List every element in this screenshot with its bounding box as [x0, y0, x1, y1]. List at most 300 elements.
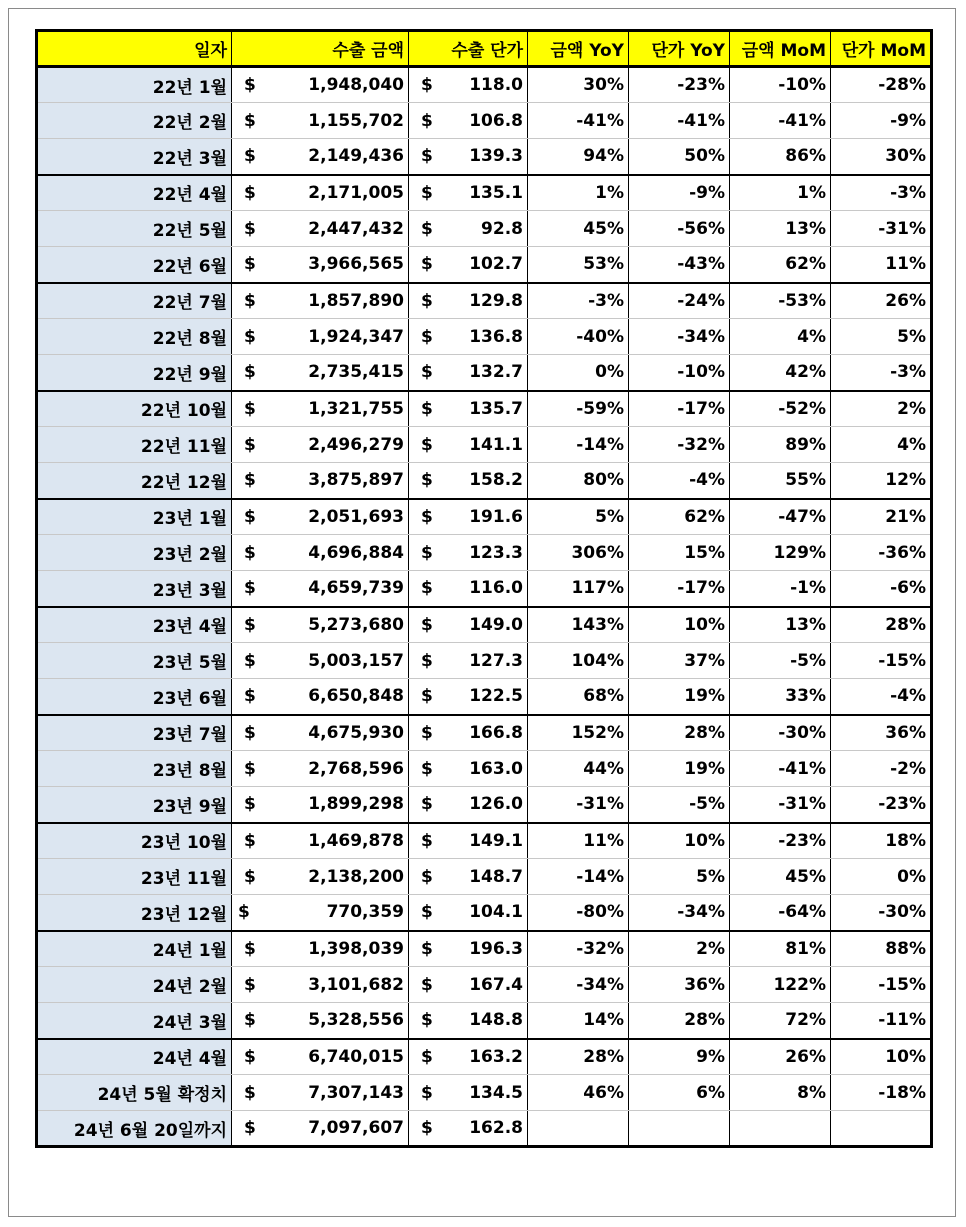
price-yoy-cell: -23% [629, 67, 730, 103]
price-mom-cell: 0% [831, 859, 932, 895]
price-value: 136.8 [469, 326, 523, 347]
date-cell: 22년 10월 [37, 391, 232, 427]
price-value: 132.7 [469, 362, 523, 383]
table-row [37, 67, 932, 103]
amount-cell [232, 67, 409, 103]
amount-cell [232, 355, 409, 391]
amount-yoy-cell: 152% [528, 715, 629, 751]
currency-symbol: $ [421, 974, 433, 995]
amount-yoy-cell: 53% [528, 247, 629, 283]
currency-symbol: $ [244, 1118, 256, 1138]
currency-symbol: $ [244, 974, 256, 995]
amount-cell [232, 967, 409, 1003]
currency-symbol: $ [421, 902, 433, 923]
amount-mom-cell: -5% [730, 643, 831, 679]
price-value: 166.8 [469, 722, 523, 743]
currency-symbol: $ [244, 650, 256, 671]
table-row [37, 931, 932, 967]
price-value: 149.1 [469, 830, 523, 851]
currency-symbol: $ [421, 542, 433, 563]
price-yoy-cell: -43% [629, 247, 730, 283]
date-cell: 23년 4월 [37, 607, 232, 643]
price-cell [409, 751, 528, 787]
currency-symbol: $ [421, 1082, 433, 1103]
amount-cell [232, 823, 409, 859]
amount-yoy-cell: 94% [528, 139, 629, 175]
amount-mom-cell [730, 1111, 831, 1147]
date-cell: 23년 12월 [37, 895, 232, 931]
currency-symbol: $ [421, 650, 433, 671]
amount-yoy-cell: -59% [528, 391, 629, 427]
price-yoy-cell: -17% [629, 571, 730, 607]
amount-mom-cell: 8% [730, 1075, 831, 1111]
price-yoy-cell: 19% [629, 679, 730, 715]
currency-symbol: $ [244, 866, 256, 887]
price-yoy-cell: -24% [629, 283, 730, 319]
currency-symbol: $ [244, 794, 256, 815]
date-cell: 24년 2월 [37, 967, 232, 1003]
price-mom-cell: -3% [831, 175, 932, 211]
amount-cell [232, 535, 409, 571]
price-mom-cell: -36% [831, 535, 932, 571]
amount-value: 4,696,884 [308, 542, 404, 563]
price-cell [409, 967, 528, 1003]
date-cell: 24년 1월 [37, 931, 232, 967]
header-row [37, 31, 932, 67]
amount-cell [232, 319, 409, 355]
amount-mom-cell: -41% [730, 751, 831, 787]
amount-cell [232, 751, 409, 787]
price-value: 191.6 [469, 506, 523, 527]
amount-cell [232, 787, 409, 823]
price-cell [409, 355, 528, 391]
price-yoy-cell: 28% [629, 1003, 730, 1039]
price-cell [409, 499, 528, 535]
amount-mom-cell: 122% [730, 967, 831, 1003]
price-yoy-cell: -32% [629, 427, 730, 463]
table-row [37, 1003, 932, 1039]
price-cell [409, 679, 528, 715]
currency-symbol: $ [421, 1118, 433, 1138]
amount-mom-cell: -47% [730, 499, 831, 535]
amount-yoy-cell: 306% [528, 535, 629, 571]
price-mom-cell: -23% [831, 787, 932, 823]
price-mom-cell: 88% [831, 931, 932, 967]
price-value: 162.8 [469, 1118, 523, 1138]
amount-yoy-cell: 14% [528, 1003, 629, 1039]
amount-cell [232, 499, 409, 535]
amount-value: 5,003,157 [308, 650, 404, 671]
amount-yoy-cell: 28% [528, 1039, 629, 1075]
amount-value: 770,359 [326, 902, 404, 923]
price-yoy-cell: -5% [629, 787, 730, 823]
date-cell: 23년 8월 [37, 751, 232, 787]
amount-mom-cell: 89% [730, 427, 831, 463]
amount-yoy-cell: -80% [528, 895, 629, 931]
currency-symbol: $ [244, 470, 256, 491]
amount-yoy-cell: 46% [528, 1075, 629, 1111]
price-cell [409, 427, 528, 463]
table-row [37, 571, 932, 607]
amount-cell [232, 211, 409, 247]
price-value: 92.8 [481, 218, 523, 239]
header-amount-yoy: 금액 YoY [528, 31, 629, 67]
currency-symbol: $ [244, 254, 256, 275]
price-yoy-cell: 10% [629, 823, 730, 859]
currency-symbol: $ [421, 110, 433, 131]
amount-value: 2,447,432 [308, 218, 404, 239]
price-yoy-cell: 19% [629, 751, 730, 787]
amount-yoy-cell: 143% [528, 607, 629, 643]
amount-cell [232, 427, 409, 463]
amount-yoy-cell: -14% [528, 859, 629, 895]
table-row [37, 499, 932, 535]
date-cell: 22년 3월 [37, 139, 232, 175]
currency-symbol: $ [421, 938, 433, 959]
table-row [37, 895, 932, 931]
amount-value: 5,273,680 [308, 614, 404, 635]
amount-mom-cell: 1% [730, 175, 831, 211]
currency-symbol: $ [421, 722, 433, 743]
amount-mom-cell: 55% [730, 463, 831, 499]
amount-mom-cell: -10% [730, 67, 831, 103]
amount-yoy-cell: -41% [528, 103, 629, 139]
date-cell: 22년 2월 [37, 103, 232, 139]
table-row [37, 643, 932, 679]
amount-yoy-cell: -34% [528, 967, 629, 1003]
price-mom-cell: -28% [831, 67, 932, 103]
price-value: 104.1 [469, 902, 523, 923]
price-yoy-cell: 9% [629, 1039, 730, 1075]
price-yoy-cell: 6% [629, 1075, 730, 1111]
price-value: 148.8 [469, 1010, 523, 1031]
date-cell: 22년 7월 [37, 283, 232, 319]
currency-symbol: $ [421, 398, 433, 419]
amount-mom-cell: -31% [730, 787, 831, 823]
price-value: 163.0 [469, 758, 523, 779]
currency-symbol: $ [421, 866, 433, 887]
price-yoy-cell: -10% [629, 355, 730, 391]
date-cell: 22년 1월 [37, 67, 232, 103]
amount-value: 2,149,436 [308, 146, 404, 167]
currency-symbol: $ [244, 614, 256, 635]
price-yoy-cell: 10% [629, 607, 730, 643]
price-mom-cell: -3% [831, 355, 932, 391]
price-mom-cell: -31% [831, 211, 932, 247]
price-yoy-cell: 36% [629, 967, 730, 1003]
amount-yoy-cell: -3% [528, 283, 629, 319]
amount-mom-cell: -30% [730, 715, 831, 751]
price-mom-cell: 11% [831, 247, 932, 283]
amount-cell [232, 571, 409, 607]
amount-mom-cell: 26% [730, 1039, 831, 1075]
price-cell [409, 247, 528, 283]
price-value: 118.0 [469, 75, 523, 95]
date-cell: 24년 6월 20일까지 [37, 1111, 232, 1147]
currency-symbol: $ [244, 722, 256, 743]
price-mom-cell: 36% [831, 715, 932, 751]
currency-symbol: $ [421, 1046, 433, 1067]
amount-value: 2,768,596 [308, 758, 404, 779]
price-value: 167.4 [469, 974, 523, 995]
amount-mom-cell: -52% [730, 391, 831, 427]
price-cell [409, 1111, 528, 1147]
amount-cell [232, 679, 409, 715]
currency-symbol: $ [421, 506, 433, 527]
amount-yoy-cell: 44% [528, 751, 629, 787]
price-yoy-cell: -4% [629, 463, 730, 499]
price-yoy-cell: -17% [629, 391, 730, 427]
price-cell [409, 211, 528, 247]
table-row [37, 679, 932, 715]
export-data-table [35, 29, 933, 1148]
price-yoy-cell: -9% [629, 175, 730, 211]
date-cell: 24년 5월 확정치 [37, 1075, 232, 1111]
price-cell [409, 139, 528, 175]
table-row [37, 463, 932, 499]
price-mom-cell: 2% [831, 391, 932, 427]
amount-value: 2,735,415 [308, 362, 404, 383]
date-cell: 23년 1월 [37, 499, 232, 535]
amount-value: 3,875,897 [308, 470, 404, 491]
price-mom-cell: -6% [831, 571, 932, 607]
price-mom-cell: 18% [831, 823, 932, 859]
currency-symbol: $ [421, 1010, 433, 1031]
table-row [37, 535, 932, 571]
price-cell [409, 535, 528, 571]
amount-cell [232, 1039, 409, 1075]
price-yoy-cell: -34% [629, 319, 730, 355]
amount-mom-cell: 42% [730, 355, 831, 391]
amount-cell [232, 607, 409, 643]
amount-mom-cell: 86% [730, 139, 831, 175]
amount-value: 1,924,347 [308, 326, 404, 347]
table-body [37, 67, 932, 1147]
amount-cell [232, 715, 409, 751]
amount-value: 1,469,878 [308, 830, 404, 851]
price-mom-cell: -30% [831, 895, 932, 931]
currency-symbol: $ [421, 182, 433, 203]
amount-yoy-cell: 80% [528, 463, 629, 499]
currency-symbol: $ [421, 326, 433, 347]
price-value: 148.7 [469, 866, 523, 887]
price-mom-cell: 21% [831, 499, 932, 535]
amount-yoy-cell [528, 1111, 629, 1147]
table-row [37, 283, 932, 319]
amount-cell [232, 859, 409, 895]
price-value: 106.8 [469, 110, 523, 131]
date-cell: 22년 12월 [37, 463, 232, 499]
header-price-mom: 단가 MoM [831, 31, 932, 67]
currency-symbol: $ [244, 830, 256, 851]
amount-value: 7,307,143 [308, 1082, 404, 1103]
date-cell: 22년 5월 [37, 211, 232, 247]
date-cell: 22년 4월 [37, 175, 232, 211]
currency-symbol: $ [244, 218, 256, 239]
currency-symbol: $ [244, 290, 256, 311]
amount-mom-cell: 81% [730, 931, 831, 967]
date-cell: 22년 6월 [37, 247, 232, 283]
header-amount-mom: 금액 MoM [730, 31, 831, 67]
amount-mom-cell: -53% [730, 283, 831, 319]
amount-value: 4,659,739 [308, 578, 404, 599]
currency-symbol: $ [244, 1082, 256, 1103]
table-row [37, 1039, 932, 1075]
amount-value: 1,398,039 [308, 938, 404, 959]
price-value: 122.5 [469, 686, 523, 707]
table-row [37, 103, 932, 139]
amount-yoy-cell: 11% [528, 823, 629, 859]
amount-value: 1,899,298 [308, 794, 404, 815]
currency-symbol: $ [244, 542, 256, 563]
price-cell [409, 67, 528, 103]
price-mom-cell: -15% [831, 967, 932, 1003]
amount-value: 3,966,565 [308, 254, 404, 275]
price-cell [409, 643, 528, 679]
table-row [37, 967, 932, 1003]
price-yoy-cell: 15% [629, 535, 730, 571]
amount-cell [232, 463, 409, 499]
currency-symbol: $ [244, 506, 256, 527]
amount-mom-cell: 13% [730, 607, 831, 643]
amount-value: 2,051,693 [308, 506, 404, 527]
amount-mom-cell: 13% [730, 211, 831, 247]
price-value: 196.3 [469, 938, 523, 959]
currency-symbol: $ [421, 614, 433, 635]
table-row [37, 859, 932, 895]
price-yoy-cell: 2% [629, 931, 730, 967]
currency-symbol: $ [421, 470, 433, 491]
currency-symbol: $ [244, 110, 256, 131]
price-cell [409, 1075, 528, 1111]
price-value: 139.3 [469, 146, 523, 167]
amount-cell [232, 895, 409, 931]
price-mom-cell: -11% [831, 1003, 932, 1039]
amount-cell [232, 283, 409, 319]
price-cell [409, 787, 528, 823]
amount-value: 2,496,279 [308, 434, 404, 455]
price-yoy-cell: 50% [629, 139, 730, 175]
amount-yoy-cell: -40% [528, 319, 629, 355]
currency-symbol: $ [421, 686, 433, 707]
amount-value: 7,097,607 [308, 1118, 404, 1138]
amount-cell [232, 175, 409, 211]
amount-value: 5,328,556 [308, 1010, 404, 1031]
date-cell: 23년 3월 [37, 571, 232, 607]
table-row [37, 211, 932, 247]
price-mom-cell: -2% [831, 751, 932, 787]
currency-symbol: $ [421, 362, 433, 383]
date-cell: 22년 9월 [37, 355, 232, 391]
table-row [37, 715, 932, 751]
amount-value: 1,321,755 [308, 398, 404, 419]
currency-symbol: $ [421, 434, 433, 455]
currency-symbol: $ [421, 218, 433, 239]
price-mom-cell: 12% [831, 463, 932, 499]
price-value: 149.0 [469, 614, 523, 635]
currency-symbol: $ [244, 326, 256, 347]
amount-cell [232, 139, 409, 175]
price-cell [409, 823, 528, 859]
price-cell [409, 463, 528, 499]
amount-value: 3,101,682 [308, 974, 404, 995]
currency-symbol: $ [244, 758, 256, 779]
table-row [37, 247, 932, 283]
price-value: 141.1 [469, 434, 523, 455]
amount-mom-cell: -41% [730, 103, 831, 139]
price-yoy-cell: -34% [629, 895, 730, 931]
price-mom-cell: 5% [831, 319, 932, 355]
amount-yoy-cell: -31% [528, 787, 629, 823]
price-cell [409, 859, 528, 895]
price-cell [409, 1039, 528, 1075]
currency-symbol: $ [244, 686, 256, 707]
currency-symbol: $ [244, 182, 256, 203]
price-value: 127.3 [469, 650, 523, 671]
price-cell [409, 715, 528, 751]
amount-value: 4,675,930 [308, 722, 404, 743]
date-cell: 22년 8월 [37, 319, 232, 355]
price-mom-cell: -9% [831, 103, 932, 139]
table-row [37, 1111, 932, 1147]
header-date: 일자 [37, 31, 232, 67]
date-cell: 22년 11월 [37, 427, 232, 463]
price-mom-cell: 26% [831, 283, 932, 319]
table-row [37, 427, 932, 463]
price-mom-cell: 10% [831, 1039, 932, 1075]
amount-value: 1,155,702 [308, 110, 404, 131]
price-cell [409, 175, 528, 211]
date-cell: 24년 4월 [37, 1039, 232, 1075]
amount-mom-cell: 45% [730, 859, 831, 895]
currency-symbol: $ [421, 290, 433, 311]
amount-mom-cell: 129% [730, 535, 831, 571]
price-cell [409, 1003, 528, 1039]
currency-symbol: $ [244, 938, 256, 959]
amount-yoy-cell: 0% [528, 355, 629, 391]
amount-mom-cell: 72% [730, 1003, 831, 1039]
amount-yoy-cell: 68% [528, 679, 629, 715]
date-cell: 23년 5월 [37, 643, 232, 679]
price-yoy-cell: 62% [629, 499, 730, 535]
amount-mom-cell: 33% [730, 679, 831, 715]
currency-symbol: $ [244, 398, 256, 419]
amount-yoy-cell: 5% [528, 499, 629, 535]
amount-mom-cell: 4% [730, 319, 831, 355]
amount-mom-cell: -64% [730, 895, 831, 931]
date-cell: 23년 7월 [37, 715, 232, 751]
price-value: 129.8 [469, 290, 523, 311]
amount-yoy-cell: -14% [528, 427, 629, 463]
amount-cell [232, 1003, 409, 1039]
amount-value: 2,171,005 [308, 182, 404, 203]
table-row [37, 787, 932, 823]
price-mom-cell: -15% [831, 643, 932, 679]
price-value: 134.5 [469, 1082, 523, 1103]
table-row [37, 319, 932, 355]
amount-value: 1,857,890 [308, 290, 404, 311]
price-cell [409, 319, 528, 355]
date-cell: 23년 9월 [37, 787, 232, 823]
price-cell [409, 103, 528, 139]
price-yoy-cell: 5% [629, 859, 730, 895]
amount-cell [232, 1075, 409, 1111]
date-cell: 23년 10월 [37, 823, 232, 859]
amount-value: 6,740,015 [308, 1046, 404, 1067]
currency-symbol: $ [244, 1046, 256, 1067]
price-yoy-cell: 28% [629, 715, 730, 751]
amount-value: 1,948,040 [308, 75, 404, 95]
